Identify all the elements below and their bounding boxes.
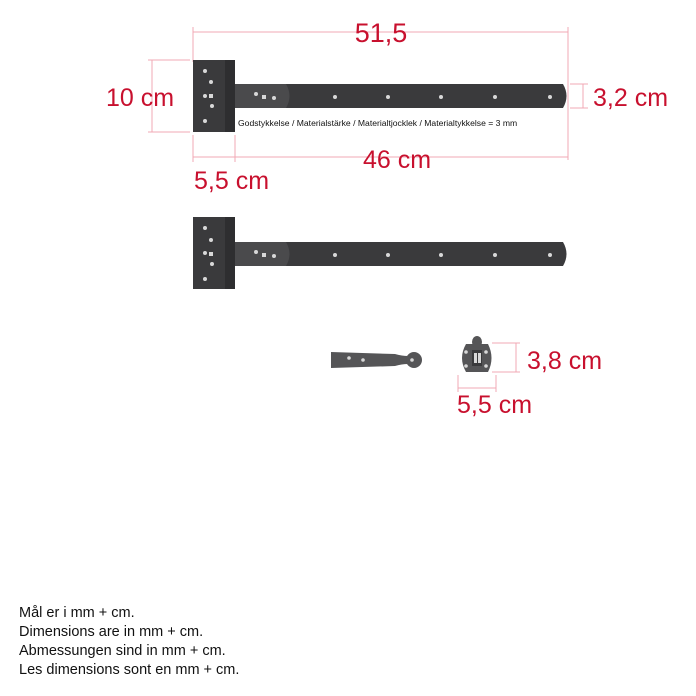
plate-width-label: 5,5 cm bbox=[194, 167, 270, 195]
pintle-width-label: 5,5 cm bbox=[457, 391, 533, 419]
units-note-line: Mål er i mm + cm. bbox=[19, 605, 135, 621]
hinge-knuckle bbox=[225, 217, 235, 289]
strap-width-label: 3,2 cm bbox=[593, 84, 669, 112]
pintle-height-label: 3,8 cm bbox=[527, 347, 603, 375]
units-note-line: Dimensions are in mm + cm. bbox=[19, 624, 204, 640]
material-thickness-note: Godstykkelse / Materialstärke / Materialtjocklek / Materialtykkelse = 3 mm bbox=[238, 118, 518, 128]
hinge-knuckle bbox=[225, 60, 235, 132]
overall-length-label: 51,5 bbox=[354, 18, 408, 48]
pintle-plate bbox=[462, 336, 492, 372]
plate-height-label: 10 cm bbox=[106, 84, 175, 112]
t-hinge-bottom bbox=[193, 217, 567, 289]
units-note bbox=[19, 604, 239, 680]
latch-bar bbox=[331, 352, 422, 368]
units-note-line: Les dimensions sont en mm + cm. bbox=[19, 662, 240, 678]
units-note-line: Abmessungen sind in mm + cm. bbox=[19, 643, 226, 659]
strap-length-label: 46 cm bbox=[362, 146, 432, 174]
